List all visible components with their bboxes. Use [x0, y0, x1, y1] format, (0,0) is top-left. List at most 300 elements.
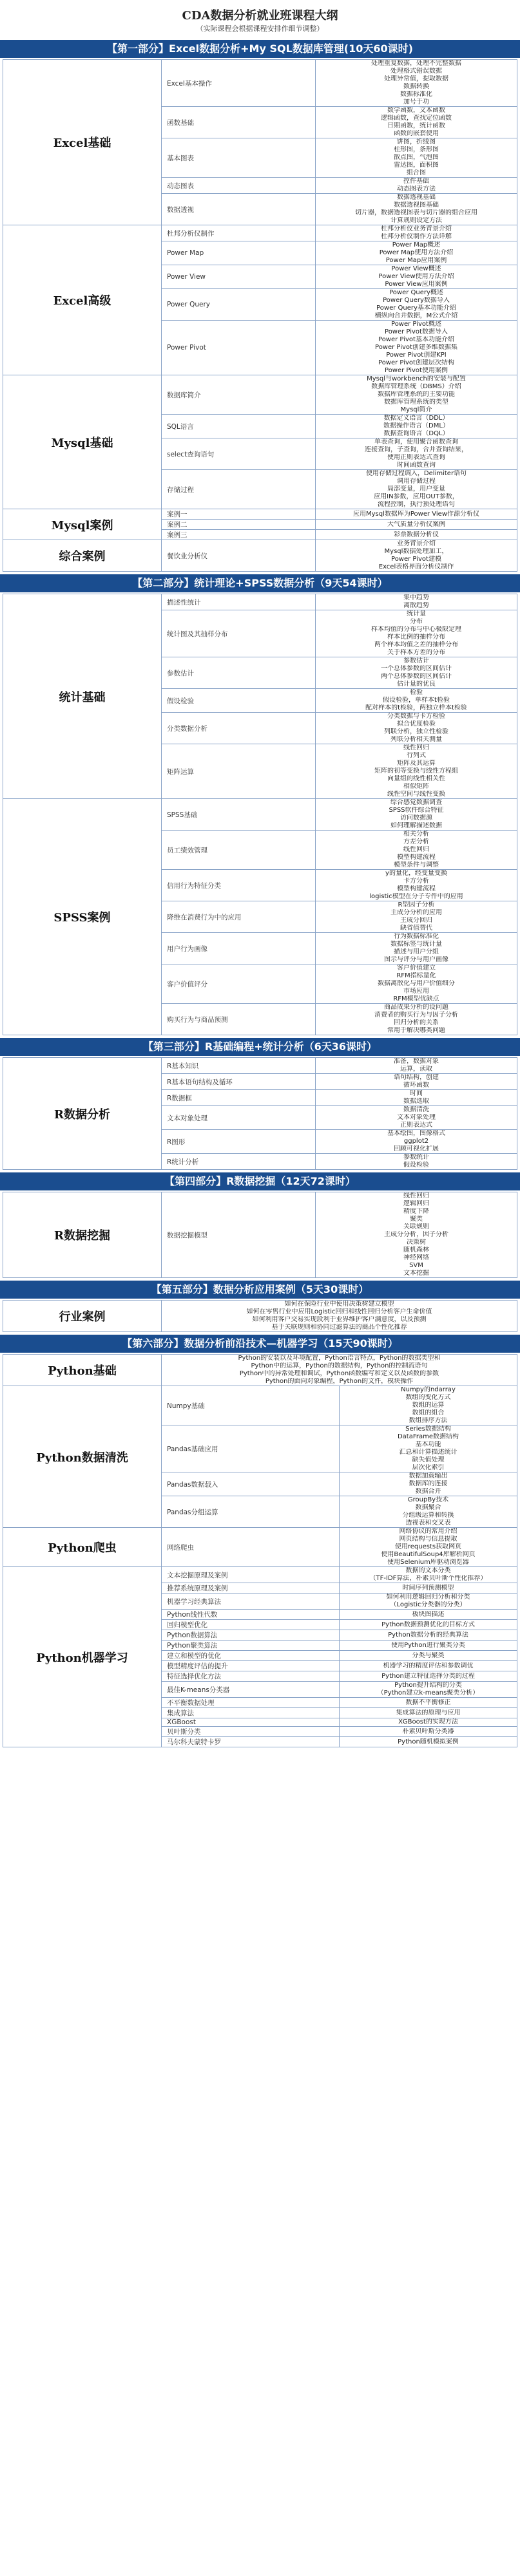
content-line: 线性回归 [403, 744, 429, 751]
topic-content [340, 1641, 517, 1651]
topic-name: Pandas基础应用 [162, 1425, 340, 1472]
module-name: Excel基础 [3, 60, 162, 225]
content-line: Power Map概述 [392, 241, 441, 249]
topic-content [316, 289, 517, 321]
content-line: RFM模型优缺点 [393, 995, 439, 1002]
content-line: Series数据结构 [405, 1425, 451, 1433]
topic-name: 描述性统计 [162, 594, 316, 610]
topic-name: R基本知识 [162, 1058, 316, 1074]
content-line: 模型构建流程 [397, 854, 436, 861]
topic-name: Numpy基础 [162, 1386, 340, 1425]
content-line: 回顾可视化扩展 [394, 1145, 439, 1152]
topic-content [316, 415, 517, 438]
content-line: Power Pivot概述 [391, 321, 441, 328]
topic-content [340, 1630, 517, 1641]
content-line: XGBoost的实现方法 [398, 1718, 458, 1725]
topic-name: XGBoost [162, 1718, 340, 1727]
content-line: Python随机模拟案例 [398, 1738, 459, 1745]
content-line: 分类数据与卡方检验 [387, 713, 445, 720]
content-line: 数据透视图基础 [394, 202, 439, 209]
topic-content [316, 901, 517, 933]
topic-content [316, 1074, 517, 1090]
content-line: 朴素贝叶斯分类器 [402, 1727, 454, 1735]
content-line: 数学函数，文本函数 [387, 107, 445, 114]
content-line: 准备，数据对象 [394, 1058, 439, 1065]
topic-name: R图形 [162, 1130, 316, 1154]
content-line: Python数据预测优化的目标方式 [381, 1621, 475, 1628]
part-table [3, 594, 517, 1035]
content-line: 基本功能 [415, 1441, 441, 1448]
content-line: 样本均值的分布与中心极限定理 [371, 626, 461, 633]
topic-name: SPSS基础 [162, 799, 316, 831]
topic-name: Excel基本操作 [162, 60, 316, 107]
module-name: Python基础 [3, 1355, 162, 1386]
topic-content [340, 1671, 517, 1682]
content-line: 使用BeautifulSoup4库解析网页 [381, 1551, 476, 1558]
content-line: 杜邦分析仪制作方法详解 [381, 233, 452, 240]
topic-name: 参数估计 [162, 657, 316, 689]
content-line: 数据标签与统计量 [390, 941, 442, 948]
content-line: 使用requests获取网页 [394, 1543, 462, 1550]
content-line: 回归分析的关系 [394, 1019, 439, 1026]
topic-content [316, 1106, 517, 1130]
topic-name: 用户行为画像 [162, 933, 316, 964]
part-table [3, 59, 517, 572]
content-line: 图示与评分与用户画像 [384, 956, 448, 963]
module-name: Excel高级 [3, 225, 162, 375]
topic-content [316, 1130, 517, 1154]
table-row [3, 509, 517, 520]
topic-content [316, 107, 517, 138]
topic-name: 数据库简介 [162, 375, 316, 415]
content-line: 柱形图，条形图 [394, 146, 439, 153]
content-line: 应用Mysql数据库为Power View作源分析仪 [352, 510, 480, 518]
topic-name: R基本语句结构及循环 [162, 1074, 316, 1090]
topic-content [316, 438, 517, 470]
topic-content [340, 1567, 517, 1583]
module-name: 统计基础 [3, 594, 162, 799]
content-line: 统计量 [407, 610, 426, 617]
content-line: 饼图，折线图 [397, 138, 436, 146]
content-line: 主成分分析的应用 [390, 909, 442, 916]
topic-content [316, 470, 517, 509]
topic-content [316, 933, 517, 964]
content-line: 模型构建流程 [397, 885, 436, 892]
topic-name: 建立和模型的优化 [162, 1651, 340, 1661]
module-name: Python爬虫 [3, 1528, 162, 1567]
table-row [3, 1386, 517, 1425]
topic-name: 存储过程 [162, 470, 316, 509]
content-line: 汇总和计算描述统计 [399, 1449, 457, 1456]
topic-content [340, 1682, 517, 1698]
content-line: 层次化索引 [412, 1464, 445, 1471]
content-line: 处理格式错误数据 [390, 68, 442, 75]
content-line: 网页结构与信息提取 [399, 1536, 457, 1543]
topic-content [340, 1583, 517, 1594]
topic-content [316, 194, 517, 225]
content-line: 时间 [410, 1090, 423, 1097]
content-line: 函数的嵌套使用 [394, 130, 439, 137]
table-row [3, 799, 517, 831]
content-line: Power Pivot基本功能介绍 [378, 336, 454, 343]
content-line: 配对样本的t检验，两独立样本t检验 [365, 704, 467, 711]
topic-content [340, 1610, 517, 1620]
content-line: 机器学习的精度评估和参数调优 [383, 1662, 474, 1669]
content-line: 数据库管理系统（DBMS）介绍 [371, 383, 461, 390]
content-line: 列联分析，独立性检验 [384, 728, 448, 735]
content-line: 关联规则 [403, 1223, 429, 1230]
document-title: CDA数据分析就业班课程大纲 [182, 9, 338, 23]
part-table [3, 1300, 517, 1332]
content-line: ggplot2 [403, 1138, 429, 1145]
content-line: 缺失值处理 [412, 1456, 445, 1463]
topic-content [316, 657, 517, 689]
topic-name: 推荐系统原理及案例 [162, 1583, 340, 1594]
topic-content [340, 1386, 517, 1425]
content-line: R型因子分析 [398, 901, 435, 908]
module-name: R数据分析 [3, 1058, 162, 1170]
content-line: 数组排序方法 [409, 1417, 448, 1424]
content-line: 行列式 [407, 752, 426, 759]
module-name: Mysql案例 [3, 509, 162, 540]
content-line: 常用于解决哪类问题 [387, 1027, 445, 1034]
content-line: 综合感觉数据调查 [390, 799, 442, 806]
content-line: 单表查询，使用聚合函数查询 [374, 438, 458, 446]
topic-content [316, 265, 517, 289]
content-line: 数据加载输出 [409, 1472, 448, 1480]
topic-name: Python线性代数 [162, 1610, 340, 1620]
content-line: 数据清洗 [403, 1106, 429, 1113]
content-line: 分组级运算和转换 [402, 1512, 454, 1519]
topic-name: 数据挖掘模型 [162, 1192, 316, 1278]
content-line: 使用Selenium库驱动浏览器 [387, 1559, 469, 1566]
content-line: 数据聚合 [415, 1504, 441, 1511]
content-line: 随机森林 [403, 1246, 429, 1254]
content-line: 时间函数查询 [397, 462, 436, 469]
topic-name: 函数基础 [162, 107, 316, 138]
content-line: 数据不平衡修正 [405, 1698, 451, 1706]
topic-content [316, 1004, 517, 1035]
content-line: 估计量的优良 [397, 681, 436, 688]
topic-content [316, 509, 517, 520]
content-line: 彩票数据分析仪 [394, 531, 439, 538]
topic-name: 最佳K-means分类器 [162, 1682, 340, 1698]
topic-content [340, 1496, 517, 1528]
content-line: Python的面向对象编程，Python的文件，模块操作 [265, 1378, 414, 1385]
content-line: 主成分回归 [400, 917, 432, 924]
content-line: 两个总体参数的区间估计 [381, 673, 452, 680]
content-line: 加号于功 [403, 99, 429, 106]
content-line: Power View使用方法介绍 [378, 273, 454, 280]
content-line: Mysql数据处理加工， [384, 548, 448, 555]
content-line: 如何利用逻辑回归分析和分类 [386, 1594, 470, 1601]
topic-name: 客户价值评分 [162, 964, 316, 1004]
content-line: 使用存储过程调入，Delimiter语句 [365, 470, 467, 477]
topic-name: 假设检验 [162, 689, 316, 713]
content-line: 雷达图，面积图 [394, 162, 439, 169]
content-line: 基于关联规则和协同过滤算法的商品个性化推荐 [271, 1324, 407, 1331]
content-line: 数据的文本分类 [405, 1567, 451, 1574]
topic-content [340, 1594, 517, 1610]
course-parts [0, 40, 520, 1747]
content-line: 模型条件与调整 [394, 861, 439, 869]
topic-content [316, 138, 517, 178]
content-line: 集成算法的原理与应用 [396, 1709, 461, 1716]
table-row [3, 540, 517, 572]
topic-name: 餐饮业分析仪 [162, 540, 316, 572]
part-table [3, 1057, 517, 1170]
topic-content [316, 375, 517, 415]
content-line: Power Query概述 [389, 289, 443, 296]
content-line: Power Pivot创建KPI [386, 352, 447, 359]
topic-content [316, 689, 517, 713]
document-subtitle: （实际课程会根据课程安排作细节调整） [196, 24, 324, 33]
content-line: RFM指标量化 [396, 972, 436, 979]
topic-content [340, 1528, 517, 1567]
topic-name: Power Pivot [162, 321, 316, 375]
content-line: 切片器，数据透视图表与切片器的组合应用 [355, 209, 477, 216]
topic-name: 案例一 [162, 509, 316, 520]
topic-name: 案例二 [162, 520, 316, 530]
content-line: 数据定义语言（DDL） [383, 415, 449, 422]
content-line: 数据转换 [403, 83, 429, 90]
content-line: Python建立特征选择分类的过程 [381, 1672, 475, 1680]
content-line: Excel表格界面分析仪制作 [378, 563, 454, 570]
topic-content [340, 1727, 517, 1737]
topic-content [162, 1355, 517, 1386]
content-line: 如何理解描述数据 [390, 822, 442, 829]
content-line: 参数统计 [403, 1154, 429, 1161]
topic-content [316, 870, 517, 901]
topic-content [340, 1620, 517, 1630]
content-line: 两个样本均值之差的抽样分布 [374, 641, 458, 648]
content-line: logistic模型在分子专件中的应用 [369, 893, 463, 900]
table-row [3, 225, 517, 241]
content-line: 时间序列预测模型 [402, 1584, 454, 1592]
content-line: 消费者的购买行为与因子分析 [374, 1011, 458, 1019]
topic-name: 购买行为与商品预测 [162, 1004, 316, 1035]
topic-content [316, 520, 517, 530]
content-line: 关于样本方差的分布 [387, 649, 445, 656]
topic-name: R数据框 [162, 1090, 316, 1106]
topic-name: 分类数据分析 [162, 713, 316, 744]
topic-content [316, 1154, 517, 1170]
content-line: 缺省值替代 [400, 925, 432, 932]
content-line: 数据离散化与用户价值细分 [378, 980, 455, 987]
topic-name: 杜邦分析仪制作 [162, 225, 316, 241]
table-row [3, 1567, 517, 1583]
content-line: Power Pivot创建层次结构 [378, 359, 454, 366]
content-line: 数组的运算 [412, 1402, 445, 1409]
content-line: 市场应用 [403, 988, 429, 995]
topic-content [340, 1661, 517, 1671]
content-line: 组合图 [407, 169, 426, 176]
table-row [3, 1058, 517, 1074]
content-line: 线性回归 [403, 846, 429, 853]
content-line: 数据操作语言（DML） [383, 422, 449, 429]
content-line: 数据合并 [415, 1488, 441, 1495]
content-line: 描述与用户分组 [394, 948, 439, 955]
content-line: 卡方分析 [403, 878, 429, 885]
module-name: Mysql基础 [3, 375, 162, 509]
topic-content [340, 1698, 517, 1708]
content-line: 决策树 [407, 1239, 426, 1246]
content-line: 杜邦分析仪业务背景介绍 [381, 225, 452, 232]
topic-name: 矩阵运算 [162, 744, 316, 799]
content-line: 数据透视基础 [397, 194, 436, 201]
content-line: Power Map使用方法介绍 [379, 249, 454, 256]
topic-name: 模型精度评估的提升 [162, 1661, 340, 1671]
content-line: 一个总体参数的区间估计 [381, 665, 452, 672]
part-header: 【第二部分】统计理论+SPSS数据分析（9天54课时） [0, 574, 520, 592]
topic-content [162, 1301, 517, 1332]
content-line: 分类与聚类 [412, 1651, 445, 1659]
topic-content [340, 1472, 517, 1496]
topic-name: Power Query [162, 289, 316, 321]
content-line: Power View概述 [391, 265, 441, 272]
content-line: （Python建立k-means聚类分析） [377, 1689, 479, 1697]
content-line: 数据库管理系统的主要功能 [378, 391, 455, 398]
content-line: 网络协议的常用介绍 [399, 1528, 457, 1535]
topic-name: Python数据算法 [162, 1630, 340, 1641]
content-line: （Logistic分类器的分类） [390, 1601, 467, 1608]
content-line: 业务背景介绍 [397, 540, 436, 547]
content-line: SVM [409, 1262, 423, 1269]
content-line: 如何利用客户交易实现段利于业界维护客户满意度，以及预测 [252, 1316, 427, 1323]
content-line: 基本绘图，图像格式 [387, 1130, 445, 1137]
topic-content [316, 1192, 517, 1278]
content-line: Python提升结构的分类 [394, 1682, 462, 1689]
topic-content [316, 1090, 517, 1106]
content-line: 假设检验，单样本t检验 [383, 697, 450, 704]
part-header: 【第三部分】R基础编程+统计分析（6天36课时） [0, 1038, 520, 1056]
topic-content [340, 1708, 517, 1718]
content-line: 调用存储过程 [397, 478, 436, 485]
content-line: 假设检验 [403, 1161, 429, 1169]
topic-name: 网络爬虫 [162, 1528, 340, 1567]
topic-name: 基本图表 [162, 138, 316, 178]
topic-name: SQL语言 [162, 415, 316, 438]
topic-name: 统计图及其抽样分布 [162, 610, 316, 657]
content-line: 客户价值建立 [397, 964, 436, 972]
topic-content [340, 1425, 517, 1472]
topic-name: 贝叶斯分类 [162, 1727, 340, 1737]
content-line: y的量化，经变量变换 [385, 870, 447, 877]
topic-content [316, 241, 517, 265]
content-line: 线性空间与线性变换 [387, 791, 445, 798]
content-line: Python的安装以及环境配置，Python语言特点，Python的数据类型和 [238, 1355, 441, 1362]
content-line: Python中的异常处理和调试，Python函数编写和定义以及函数的参数 [239, 1370, 439, 1377]
content-line: 集中趋势 [403, 594, 429, 601]
module-name: R数据挖掘 [3, 1192, 162, 1278]
content-line: 商品成果分析的设问题 [384, 1004, 448, 1011]
topic-name: 特征选择优化方法 [162, 1671, 340, 1682]
content-line: 逻辑函数，查找定位函数 [381, 115, 452, 122]
content-line: 流程控制，执行预处理语句 [378, 501, 455, 508]
topic-content [316, 321, 517, 375]
part-header: 【第六部分】数据分析前沿技术—机器学习（15天90课时） [0, 1335, 520, 1353]
content-line: 透视表和交叉表 [405, 1519, 451, 1527]
content-line: 数据库的连接 [409, 1480, 448, 1487]
content-line: 日期函数，统计函数 [387, 122, 445, 129]
content-line: 连接查询，子查询，合并查询结果， [365, 446, 468, 453]
content-line: 循环函数 [403, 1082, 429, 1089]
content-line: Power Query数据导入 [383, 297, 450, 304]
content-line: 分布 [410, 618, 423, 625]
topic-name: 文本对象处理 [162, 1106, 316, 1130]
content-line: Power Pivot数据导入 [385, 328, 448, 335]
content-line: 使用Python进行聚类分类 [391, 1641, 465, 1649]
content-line: Power View应用案例 [385, 281, 448, 288]
content-line: 访问数据源 [400, 814, 432, 822]
topic-name: select查询语句 [162, 438, 316, 470]
module-name: Python机器学习 [3, 1567, 162, 1747]
content-line: 样本比例的抽样分布 [387, 634, 445, 641]
topic-name: Power Map [162, 241, 316, 265]
topic-content [316, 744, 517, 799]
table-row [3, 375, 517, 415]
content-line: 大气质量分析仪案例 [387, 520, 445, 528]
topic-name: 回归模型优化 [162, 1620, 340, 1630]
topic-name: Pandas数据载入 [162, 1472, 340, 1496]
topic-name: 文本挖掘原理及案例 [162, 1567, 340, 1583]
topic-content [316, 594, 517, 610]
content-line: GroupBy技术 [407, 1496, 449, 1503]
content-line: 矩阵及其运算 [397, 760, 436, 767]
content-line: 矩阵的初等变换与线性方程组 [374, 767, 458, 775]
topic-content [316, 530, 517, 540]
topic-content [340, 1651, 517, 1661]
content-line: 行为数据标准化 [394, 933, 439, 940]
content-line: 参数估计 [403, 657, 429, 664]
part-header: 【第四部分】R数据挖掘（12天72课时） [0, 1172, 520, 1190]
topic-content [316, 964, 517, 1004]
content-line: 精度下降 [403, 1208, 429, 1215]
table-row [3, 1301, 517, 1332]
content-line: 相似矩阵 [403, 783, 429, 790]
content-line: Power Pivot建模 [391, 556, 441, 563]
part-header: 【第一部分】Excel数据分析+My SQL数据库管理(10天60课时) [0, 40, 520, 58]
topic-name: 员工绩效管理 [162, 831, 316, 870]
content-line: 数据选取 [403, 1098, 429, 1105]
content-line: 处理异常值，提取数据 [384, 75, 448, 82]
topic-content [316, 178, 517, 194]
topic-content [316, 60, 517, 107]
topic-content [316, 610, 517, 657]
content-line: 局部变量，用户变量 [387, 485, 445, 493]
content-line: 语句结构，创建 [394, 1074, 439, 1081]
content-line: 应用IN参数，应用OUT参数， [374, 493, 459, 500]
content-line: 离散趋势 [403, 602, 429, 609]
topic-name: R统计分析 [162, 1154, 316, 1170]
module-name: 综合案例 [3, 540, 162, 572]
topic-name: Power View [162, 265, 316, 289]
content-line: 相关分析 [403, 831, 429, 838]
table-row [3, 60, 517, 107]
topic-name: 案例三 [162, 530, 316, 540]
content-line: 使用正则表达式查询 [387, 454, 445, 461]
table-row [3, 1528, 517, 1567]
content-line: 数据标准化 [400, 91, 432, 98]
content-line: Power Map应用案例 [385, 257, 447, 264]
content-line: 横纵向合并数据，M公式介绍 [374, 312, 458, 319]
content-line: Python数据分析的经典算法 [388, 1631, 468, 1639]
topic-content [316, 225, 517, 241]
content-line: 文本挖掘 [403, 1270, 429, 1277]
content-line: 向量组的线性相关性 [387, 775, 445, 782]
part-header: 【第五部分】数据分析应用案例（5天30课时） [0, 1281, 520, 1299]
part-table [3, 1192, 517, 1278]
